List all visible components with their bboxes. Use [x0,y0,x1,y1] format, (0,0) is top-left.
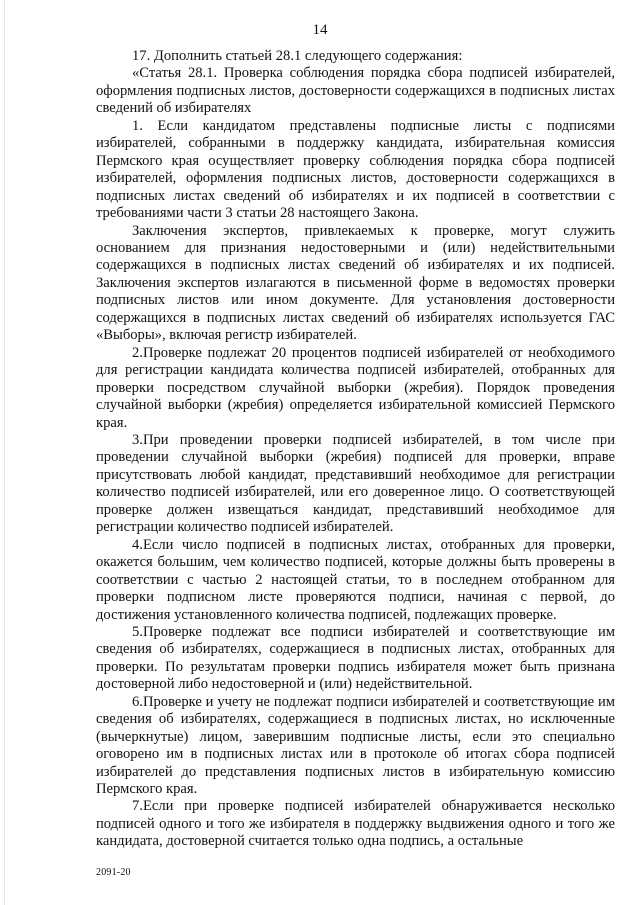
document-body [96,48,615,851]
page-number: 14 [312,22,328,38]
paragraph-part-1: 1. Если кандидатом представлены подписные листы с подписями избирателей, собранными в поддержку кандидата, избирательная комиссия Пермского края осуществляет проверку соблюдения порядка сбора подписей избирателей, оформления подписных листов, достоверности содержащихся в подписных листах сведений об избирателях и их подписей в соответствии с требованиями части 3 статьи 28 настоящего Закона. [96,117,615,222]
scan-edge-mark [4,0,5,905]
paragraph-part-2: 2.Проверке подлежат 20 процентов подписей избирателей от необходимого для регистрации кандидата количества подписей избирателей, отобранных для проверки посредством случайной выборки (жребия). Порядок проведения случайной выборки (жребия) определяется избирательной комиссией Пермского края. [96,344,615,431]
document-code: 2091-20 [96,867,131,878]
paragraph-article-17: 17. Дополнить статьей 28.1 следующего содержания: [132,48,463,64]
paragraph-part-6: 6.Проверке и учету не подлежат подписи избирателей и соответствующие им сведения об избирателях, содержащиеся в подписных листах, но исключенные (вычеркнутые) лицом, заверившим подписные листы, если это специально оговорено им в подписных листах или в протоколе об итогах сбора подписей избирателей до представления подписных листов в избирательную комиссию Пермского края. [96,693,615,798]
paragraph-part-4: 4.Если число подписей в подписных листах, отобранных для проверки, окажется большим, чем количество подписей, которые должны быть проверены в соответствии с частью 2 настоящей статьи, то в последнем отобранном для проверки подписном листе проверяются подписи, начиная с первой, до достижения установленного количества подписей, подлежащих проверке. [96,536,615,623]
paragraph-expert-conclusions: Заключения экспертов, привлекаемых к проверке, могут служить основанием для признания недостоверными и (или) недействительными содержащихся в подписных листах сведений об избирателях и их подписей. Заключения экспертов излагаются в письменной форме в ведомостях проверки подписных листов или ином документе. Для установления достоверности содержащихся в подписных листах сведений об избирателях используется ГАС «Выборы», включая регистр избирателей. [96,222,615,344]
paragraph-article-28-1-title: «Статья 28.1. Проверка соблюдения порядка сбора подписей избирателей, оформления подписных листов, достоверности содержащихся в подписных листах сведений об избирателях [96,65,615,117]
paragraph-part-5: 5.Проверке подлежат все подписи избирателей и соответствующие им сведения об избирателях, содержащиеся в подписных листах, отобранных для проверки. По результатам проверки подпись избирателя может быть признана достоверной либо недостоверной и (или) недействительной. [96,623,615,693]
paragraph-part-3: 3.При проведении проверки подписей избирателей, в том числе при проведении случайной выборки (жребия) подписей для проверки, вправе присутствовать любой кандидат, представивший необходимое для регистрации количество подписей избирателей, или его доверенное лицо. О соответствующей проверке должен извещаться кандидат, представивший необходимое для регистрации количество подписей избирателей. [96,431,615,536]
paragraph-part-7: 7.Если при проверке подписей избирателей обнаруживается несколько подписей одного и того же избирателя в поддержку выдвижения одного и того же кандидата, достоверной считается только одна подпись, а остальные [96,798,615,850]
